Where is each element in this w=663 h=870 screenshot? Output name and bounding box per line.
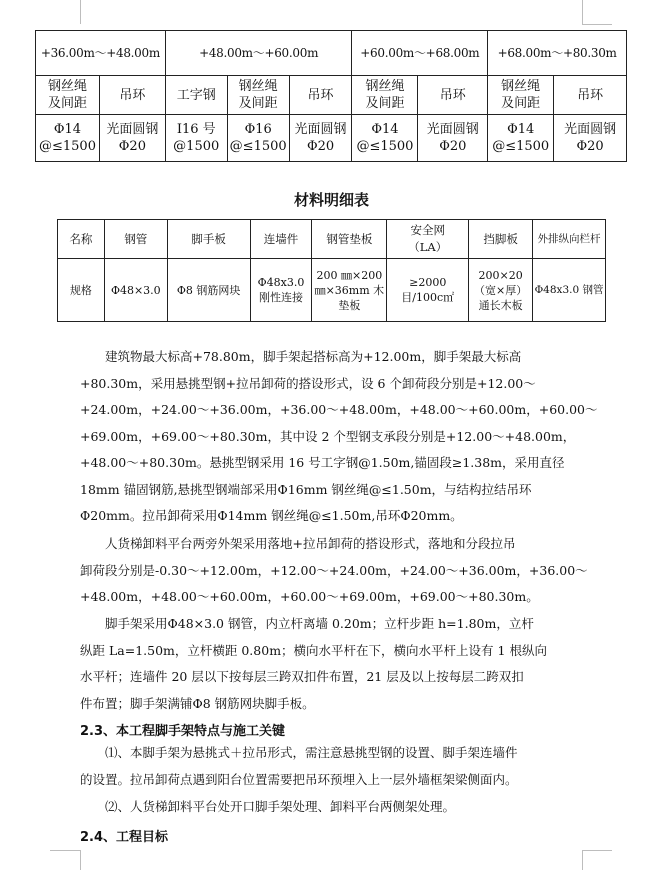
- materials-header-cell: 挡脚板: [469, 220, 533, 259]
- materials-header-cell: 钢管: [104, 220, 167, 259]
- sub-header-cell: 钢丝绳 及间距: [227, 76, 289, 115]
- text-line: 纵距 La=1.50m，立杆横距 0.80m；横向水平杆在下，横向水平杆上设有 1 根纵向: [80, 642, 547, 658]
- materials-value-cell: ≥2000 目/100c㎡: [387, 259, 469, 322]
- crop-mark: [80, 0, 81, 24]
- materials-table: [57, 219, 606, 322]
- crop-mark: [582, 24, 612, 25]
- value-cell: Φ14 @≤1500: [488, 115, 554, 162]
- value-cell: I16 号 @1500: [165, 115, 227, 162]
- paragraph-hoist-platform: [80, 531, 588, 611]
- text-line: 脚手架采用Φ48×3.0 钢管，内立杆离墙 0.20m；立杆步距 h=1.80m，立杆: [105, 616, 534, 631]
- materials-header-cell: 安全网 （LA）: [387, 220, 469, 259]
- materials-value-cell: Φ48x3.0 刚性连接: [250, 259, 312, 322]
- sub-header-cell: 钢丝绳 及间距: [352, 76, 418, 115]
- sub-header-cell: 吊环: [99, 76, 165, 115]
- materials-value-cell: 200×20 （宽×厚） 通长木板: [469, 259, 533, 322]
- text-line: +69.00m，+69.00～+80.30m，其中设 2 个型钢支承段分别是+12.00～+48.00m，: [80, 428, 576, 444]
- sub-header-cell: 吊环: [554, 76, 627, 115]
- segment-header: +36.00m～+48.00m: [36, 31, 166, 76]
- sub-header-cell: 钢丝绳 及间距: [488, 76, 554, 115]
- value-cell: Φ16 @≤1500: [227, 115, 289, 162]
- text-line: ⑵、人货梯卸料平台处开口脚手架处理、卸料平台两侧架处理。: [105, 799, 456, 814]
- crop-mark: [582, 0, 583, 24]
- materials-header-cell: 外排纵向栏杆: [533, 220, 606, 259]
- sub-header-cell: 吊环: [289, 76, 352, 115]
- text-line: 18mm 锚固钢筋,悬挑型钢端部采用Φ16mm 钢丝绳@≤1.50m，与结构拉结吊环: [80, 481, 532, 497]
- materials-value-cell: Φ8 钢筋网块: [167, 259, 250, 322]
- paragraph-steel-tube-spec: [80, 611, 580, 717]
- segment-header: +68.00m～+80.30m: [488, 31, 627, 76]
- materials-row-label: 规格: [58, 259, 105, 322]
- materials-value-cell: 200 ㎜×200 ㎜×36mm 木 垫板: [312, 259, 387, 322]
- value-cell: Φ14 @≤1500: [36, 115, 100, 162]
- value-cell: 光面圆钢 Φ20: [418, 115, 488, 162]
- text-line: Φ20mm。拉吊卸荷采用Φ14mm 钢丝绳@≤1.50m,吊环Φ20mm。: [80, 508, 463, 523]
- value-cell: 光面圆钢 Φ20: [289, 115, 352, 162]
- section-heading-2-3: 2.3、本工程脚手架特点与施工关键: [80, 724, 286, 739]
- crop-mark: [50, 850, 80, 851]
- value-cell: 光面圆钢 Φ20: [554, 115, 627, 162]
- paragraph-scaffold-overview: [80, 344, 598, 530]
- materials-value-cell: Φ48x3.0 钢管: [533, 259, 606, 322]
- text-line: 卸荷段分别是-0.30～+12.00m，+12.00～+24.00m，+24.00～+36.00m，+36.00～: [80, 562, 588, 578]
- text-line: 人货梯卸料平台两旁外架采用落地+拉吊卸荷的搭设形式，落地和分段拉吊: [105, 536, 516, 551]
- text-line: +48.00m，+48.00～+60.00m，+60.00～+69.00m，+69.00～+80.30m。: [80, 589, 539, 604]
- text-line: 建筑物最大标高+78.80m，脚手架起搭标高为+12.00m，脚手架最大标高: [105, 349, 522, 364]
- text-line: +24.00m，+24.00～+36.00m，+36.00～+48.00m，+48.00～+60.00m，+60.00～: [80, 402, 598, 417]
- segment-table: [35, 30, 627, 162]
- text-line: 的设置。拉吊卸荷点遇到阳台位置需要把吊环预埋入上一层外墙框架梁侧面内。: [80, 771, 518, 787]
- crop-mark: [80, 850, 81, 870]
- crop-mark: [582, 850, 612, 851]
- text-line: ⑴、本脚手架为悬挑式＋拉吊形式，需注意悬挑型钢的设置、脚手架连墙件: [105, 745, 518, 760]
- section-2-3-item-1: [80, 740, 580, 793]
- section-2-3-item-2: [80, 794, 580, 821]
- materials-header-cell: 连墙件: [250, 220, 312, 259]
- materials-value-cell: Φ48×3.0: [104, 259, 167, 322]
- crop-mark: [582, 850, 583, 870]
- text-line: 水平杆；连墙件 20 层以下按每层三跨双扣件布置，21 层及以上按每层二跨双扣: [80, 669, 524, 684]
- text-line: 件布置；脚手架满铺Φ8 钢筋网块脚手板。: [80, 695, 315, 711]
- materials-header-cell: 钢管垫板: [312, 220, 387, 259]
- text-line: +48.00～+80.30m。悬挑型钢采用 16 号工字钢@1.50m,锚固段≥1.38m，采用直径: [80, 455, 565, 470]
- materials-title: 材料明细表: [293, 191, 369, 209]
- value-cell: 光面圆钢 Φ20: [99, 115, 165, 162]
- text-line: +80.30m，采用悬挑型钢+拉吊卸荷的搭设形式，设 6 个卸荷段分别是+12.00～: [80, 375, 536, 391]
- segment-header: +48.00m～+60.00m: [165, 31, 352, 76]
- sub-header-cell: 钢丝绳 及间距: [36, 76, 100, 115]
- value-cell: Φ14 @≤1500: [352, 115, 418, 162]
- segment-header: +60.00m～+68.00m: [352, 31, 488, 76]
- sub-header-cell: 吊环: [418, 76, 488, 115]
- materials-header-cell: 名称: [58, 220, 105, 259]
- sub-header-cell: 工字钢: [165, 76, 227, 115]
- section-heading-2-4: 2.4、工程目标: [80, 830, 169, 845]
- materials-header-cell: 脚手板: [167, 220, 250, 259]
